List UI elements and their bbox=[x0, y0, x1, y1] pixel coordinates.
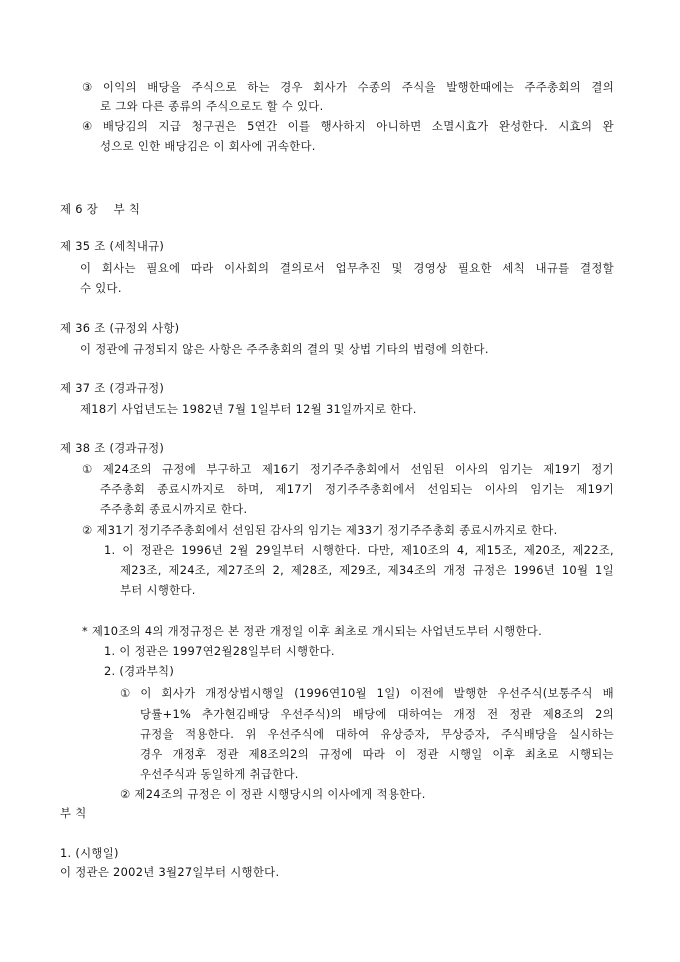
word: 결의로서 bbox=[279, 261, 326, 275]
word: 제22조, bbox=[572, 543, 614, 557]
word: 우선주식에 bbox=[267, 727, 325, 741]
word: 제23조, bbox=[120, 563, 162, 577]
word: 제8조의2의 bbox=[248, 747, 309, 761]
word: 이전에 bbox=[410, 686, 445, 700]
word: 내규를 bbox=[535, 261, 570, 275]
supplementary-heading: 부 칙 bbox=[60, 806, 87, 820]
word: 제17기 bbox=[275, 482, 314, 496]
word: 이익의 bbox=[102, 80, 137, 94]
word: 우선주식)의 bbox=[280, 707, 342, 721]
word: 결정할 bbox=[580, 261, 614, 275]
transitional-item-2: ② 제24조의 규정은 이 정관 시행당시의 이사에게 적용한다. bbox=[120, 787, 426, 801]
paragraph-4-line-1 bbox=[82, 118, 614, 134]
word: 이사회의 bbox=[224, 261, 270, 275]
word: 경우 bbox=[140, 747, 163, 761]
note-article-10-4: * 제10조의 4의 개정규정은 본 정관 개정일 이후 최초로 개시되는 사업년도부터 시행한다. bbox=[82, 624, 543, 638]
word: 제10조의 bbox=[401, 543, 451, 557]
article-38-item-1-line-2 bbox=[100, 481, 614, 497]
word: 행사하지 bbox=[320, 119, 366, 133]
paragraph-3-line-2: 로 그와 다른 종류의 주식으로도 할 수 있다. bbox=[100, 99, 324, 113]
word: 규정에 bbox=[162, 462, 197, 476]
word: 하며, bbox=[236, 482, 264, 496]
word: 무상증자, bbox=[440, 727, 490, 741]
word: 제15조, bbox=[475, 543, 517, 557]
word: 완 bbox=[602, 119, 614, 133]
effective-date-body: 이 정관은 2002년 3월27일부터 시행한다. bbox=[60, 865, 280, 879]
article-38-item-1-line-3: 주주총회 종료시까지로 한다. bbox=[100, 502, 248, 516]
word: 제16기 bbox=[261, 462, 300, 476]
word: 유상증자, bbox=[380, 727, 430, 741]
word: 종료시까지로 bbox=[157, 482, 225, 496]
word: 정관 bbox=[416, 747, 439, 761]
word: 정기주주총회에서 bbox=[325, 482, 416, 496]
article-36-body: 이 정관에 규정되지 않은 사항은 주주총회의 결의 및 상법 기타의 법령에 의한다. bbox=[80, 342, 489, 356]
word: 위 bbox=[245, 727, 257, 741]
addendum-1996-line-3: 부터 시행한다. bbox=[120, 583, 196, 597]
word: 시행일 bbox=[448, 747, 483, 761]
word: ① bbox=[82, 462, 93, 476]
word: 세칙 bbox=[502, 261, 525, 275]
word: 규정은 bbox=[472, 563, 507, 577]
word: 주주총회 bbox=[100, 482, 146, 496]
word: 아니하면 bbox=[376, 119, 422, 133]
word: 대하여 bbox=[335, 727, 370, 741]
word: 주식을 bbox=[401, 80, 436, 94]
article-35-heading: 제 35 조 (세칙내규) bbox=[60, 239, 165, 253]
paragraph-4-line-2: 성으로 인한 배당김은 이 회사에 귀속한다. bbox=[100, 139, 316, 153]
word: 제28조, bbox=[290, 563, 333, 577]
word: 제24조, bbox=[168, 563, 211, 577]
transitional-item-1-line-4 bbox=[140, 746, 614, 762]
word: 개정상법시행일 bbox=[205, 686, 285, 700]
word: 제29조, bbox=[339, 563, 381, 577]
word: 1996년 bbox=[513, 563, 556, 577]
word: 발행한때에는 bbox=[446, 80, 515, 94]
word: 하는 bbox=[247, 80, 270, 94]
word: 2의 bbox=[595, 707, 614, 721]
article-38-item-2: ② 제31기 정기주주총회에서 선임된 감사의 임기는 제33기 정기주주총회 종료시까지로 한다. bbox=[82, 523, 558, 537]
word: 10월 bbox=[561, 563, 589, 577]
word: 개정 bbox=[453, 707, 477, 721]
word: 제19기 bbox=[543, 462, 581, 476]
word: 정관은 bbox=[140, 543, 175, 557]
word: ④ bbox=[82, 119, 93, 133]
word: 및 bbox=[391, 261, 403, 275]
transitional-item-1-line-5: 우선주식과 동일하게 취급한다. bbox=[140, 767, 299, 781]
word: 전 bbox=[487, 707, 499, 721]
word: 1. bbox=[104, 543, 116, 557]
word: 임기는 bbox=[499, 462, 533, 476]
word: 29일부터 bbox=[255, 543, 305, 557]
addendum-1996-line-2 bbox=[120, 562, 614, 578]
word: 수종의 bbox=[357, 80, 392, 94]
word: 규정에 bbox=[318, 747, 353, 761]
transitional-item-1-line-1 bbox=[120, 685, 614, 701]
word: 완성한다. bbox=[498, 119, 548, 133]
word: 주식배당을 bbox=[501, 727, 558, 741]
word: 따라 bbox=[362, 747, 386, 761]
word: 제19기 bbox=[576, 482, 614, 496]
word: 최초로 bbox=[524, 747, 559, 761]
word: 임기는 bbox=[530, 482, 565, 496]
word: 다만, bbox=[367, 543, 395, 557]
word: 제27조의 bbox=[216, 563, 266, 577]
transitional-item-1-line-2 bbox=[140, 706, 614, 722]
word: 개정후 bbox=[172, 747, 207, 761]
word: 필요한 bbox=[457, 261, 492, 275]
word: 4, bbox=[456, 543, 469, 557]
word: 이후 bbox=[492, 747, 516, 761]
word: ③ bbox=[82, 80, 93, 94]
word: 이사의 bbox=[454, 462, 489, 476]
word: 추가현김배당 bbox=[201, 707, 270, 721]
word: 정관 bbox=[509, 707, 532, 721]
word: 당률+1% bbox=[140, 707, 192, 721]
word: 선임되는 bbox=[427, 482, 473, 496]
word: 결의 bbox=[591, 80, 614, 94]
word: 1996년 bbox=[181, 543, 223, 557]
paragraph-3-line-1 bbox=[82, 79, 614, 95]
word: 정관 bbox=[216, 747, 239, 761]
word: 따라 bbox=[190, 261, 214, 275]
word: 부구하고 bbox=[206, 462, 252, 476]
word: 2월 bbox=[229, 543, 249, 557]
article-38-item-1-line-1 bbox=[82, 461, 614, 477]
word: 회사는 bbox=[101, 261, 136, 275]
word: 배당김의 bbox=[102, 119, 149, 133]
word: 이 bbox=[80, 261, 92, 275]
word: 배 bbox=[602, 686, 614, 700]
addendum-1997-item-2: 2. (경과부칙) bbox=[104, 664, 175, 678]
word: 대하여는 bbox=[397, 707, 443, 721]
transitional-item-1-line-3 bbox=[140, 726, 614, 742]
word: 경우 bbox=[280, 80, 303, 94]
article-35-body-line-2: 수 있다. bbox=[80, 281, 122, 295]
word: 발행한 bbox=[453, 686, 488, 700]
word: 배당에 bbox=[352, 707, 387, 721]
word: 필요에 bbox=[146, 261, 181, 275]
word: 회사가 bbox=[313, 80, 348, 94]
article-37-body: 제18기 사업년도는 1982년 7월 1일부터 12월 31일까지로 한다. bbox=[80, 402, 417, 416]
word: 이 bbox=[140, 686, 152, 700]
word: 실시하는 bbox=[568, 727, 614, 741]
word: 이를 bbox=[287, 119, 311, 133]
word: 소멸시효가 bbox=[431, 119, 489, 133]
word: 주식으로 bbox=[191, 80, 237, 94]
word: 적용한다. bbox=[185, 727, 235, 741]
word: 제8조의 bbox=[542, 707, 585, 721]
word: 제24조의 bbox=[102, 462, 152, 476]
article-37-heading: 제 37 조 (경과규정) bbox=[60, 381, 165, 395]
addendum-1996-line-1 bbox=[104, 542, 614, 558]
effective-date-heading: 1. (시행일) bbox=[60, 846, 119, 860]
article-38-heading: 제 38 조 (경과규정) bbox=[60, 441, 165, 455]
word: 2, bbox=[272, 563, 285, 577]
word: 우선주식(보통주식 bbox=[497, 686, 593, 700]
word: 시효의 bbox=[558, 119, 593, 133]
word: 개정 bbox=[443, 563, 467, 577]
word: 1일) bbox=[376, 686, 401, 700]
word: 이 bbox=[122, 543, 134, 557]
word: 정기 bbox=[591, 462, 614, 476]
word: 정기주주총회에서 bbox=[309, 462, 401, 476]
word: 청구권은 bbox=[191, 119, 237, 133]
word: ① bbox=[120, 686, 131, 700]
article-36-heading: 제 36 조 (규정외 사항) bbox=[60, 321, 180, 335]
word: 시행한다. bbox=[311, 543, 361, 557]
article-35-body-line-1 bbox=[80, 260, 614, 276]
word: 회사가 bbox=[161, 686, 196, 700]
word: 규정을 bbox=[140, 727, 174, 741]
word: 제34조의 bbox=[387, 563, 437, 577]
word: 선임된 bbox=[410, 462, 445, 476]
word: 업무추진 bbox=[335, 261, 381, 275]
word: 지급 bbox=[158, 119, 182, 133]
word: 경영상 bbox=[413, 261, 448, 275]
word: 배당을 bbox=[147, 80, 182, 94]
word: 시행되는 bbox=[568, 747, 614, 761]
word: 이 bbox=[395, 747, 407, 761]
chapter-heading: 제 6 장 부 칙 bbox=[60, 202, 141, 216]
word: 제20조, bbox=[523, 543, 566, 557]
word: 이사의 bbox=[484, 482, 519, 496]
word: 5연간 bbox=[247, 119, 278, 133]
word: 주주총회의 bbox=[524, 80, 581, 94]
word: (1996연10월 bbox=[294, 686, 367, 700]
word: 1일 bbox=[595, 563, 614, 577]
addendum-1997-item-1: 1. 이 정관은 1997연2월28일부터 시행한다. bbox=[104, 644, 335, 658]
